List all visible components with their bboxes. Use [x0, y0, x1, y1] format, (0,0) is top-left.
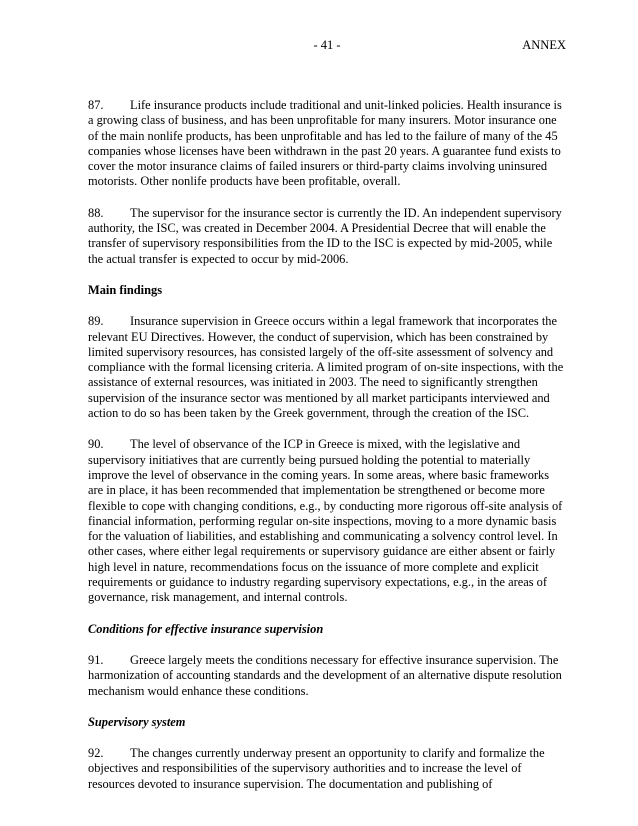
heading-main-findings: Main findings	[88, 282, 163, 297]
paragraph-text: The supervisor for the insurance sector is currently the ID. An independent supervisory authority, the ISC, was created in December 2004. A Presidential Decree that will enable the transfer of supervisory responsibilities from the ID to the ISC is expected by mid-2005, while the actual transfer is expected to occur by mid-2006.	[88, 205, 562, 266]
annex-label: ANNEX	[522, 38, 566, 52]
paragraph-88	[88, 206, 566, 267]
paragraph-number: 87.	[88, 98, 104, 112]
paragraph-number: 90.	[88, 437, 104, 452]
paragraph-text: The changes currently underway present an opportunity to clarify and formalize the objectives and responsibilities of the supervisory authorities and to increase the level of resources devoted to insurance supervision. The documentation and publishing of	[88, 746, 545, 791]
document-body	[88, 98, 566, 808]
paragraph-text: Life insurance products include traditional and unit-linked policies. Health insurance is a growing class of business, and has been unprofitable for many insurers. Motor insurance one of the main nonlife products, has been unprofitable and has led to the failure of many of the 45 companies whose licenses have been withdrawn in the past 20 years. A guarantee fund exists to cover the motor insurance claims of failed insurers or third-party claims involving uninsured motorists. Other nonlife products have been profitable, overall.	[88, 98, 562, 189]
paragraph-text: The level of observance of the ICP in Greece is mixed, with the legislative and supervisory initiatives that are currently being pursued holding the potential to materially improve the level of observance in the coming years. In some areas, where basic frameworks are in place, it has been recommended that implementation be strengthened or become more flexible to cope with changing conditions, e.g., by conducting more rigorous off-site analysis of financial information, performing regular on-site inspections, moving to a more dynamic basis for the valuation of liabilities, and establishing and communicating a solvency control level. In other cases, where either legal requirements or supervisory guidance are either absent or fairly high level in nature, recommendations focus on the issuance of more complete and explicit requirements or guidance to industry regarding supervisory expectations, e.g., in the areas of governance, risk management, and internal controls.	[88, 437, 563, 605]
heading-conditions: Conditions for effective insurance supervision	[88, 621, 324, 636]
paragraph-text: Insurance supervision in Greece occurs within a legal framework that incorporates the relevant EU Directives. However, the conduct of supervision, which has been constrained by limited supervisory resources, has consisted largely of the off-site assessment of solvency and compliance with the formal licensing criteria. A limited program of on-site inspections, with the assistance of external resources, was initiated in 2003. The need to significantly strengthen supervision of the insurance sector was mentioned by all market participants interviewed and action to do so has been taken by the Greek government, through the creation of the ISC.	[88, 314, 564, 421]
page-header	[88, 38, 566, 54]
paragraph-text: Greece largely meets the conditions necessary for effective insurance supervision. The harmonization of accounting standards and the development of an alternative dispute resolution mechanism would enhance these conditions.	[88, 652, 562, 698]
paragraph-number: 91.	[88, 652, 104, 667]
paragraph-89	[88, 314, 566, 421]
paragraph-92	[88, 746, 566, 792]
paragraph-number: 88.	[88, 205, 104, 220]
paragraph-87	[88, 98, 566, 190]
paragraph-number: 92.	[88, 746, 104, 761]
paragraph-number: 89.	[88, 314, 104, 329]
paragraph-91	[88, 653, 566, 699]
paragraph-90	[88, 437, 566, 605]
heading-supervisory-system: Supervisory system	[88, 714, 186, 729]
page-number: - 41 -	[313, 38, 341, 52]
